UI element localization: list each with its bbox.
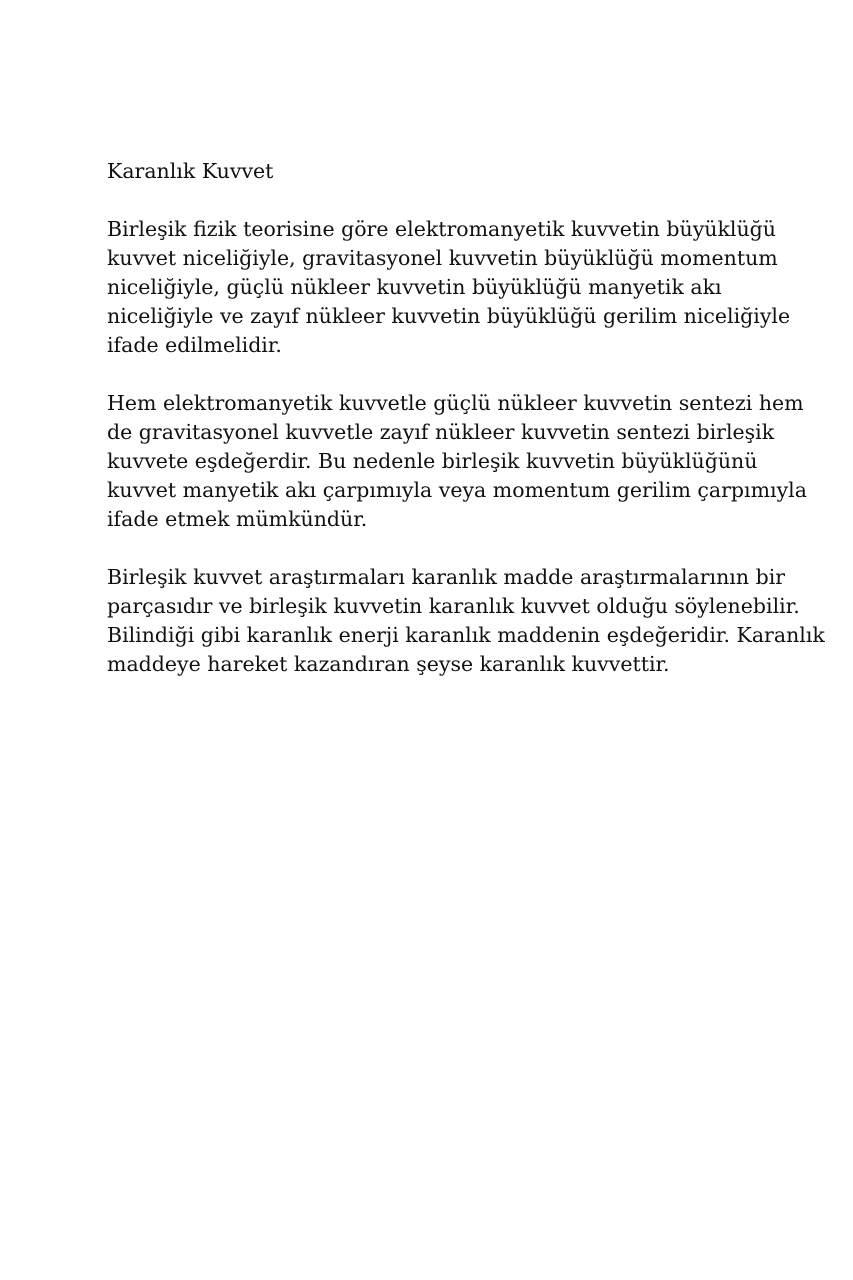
paragraph-1 <box>107 215 807 360</box>
paragraph-line: de gravitasyonel kuvvetle zayıf nükleer kuvvetin sentezi birleşik <box>107 420 775 444</box>
paragraph-line: kuvvet manyetik akı çarpımıyla veya momentum gerilim çarpımıyla <box>107 478 807 502</box>
paragraph-line: Birleşik kuvvet araştırmaları karanlık madde araştırmalarının bir <box>107 565 786 589</box>
paragraph-2 <box>107 389 807 534</box>
paragraph-line: ifade edilmelidir. <box>107 333 282 357</box>
paragraph-3 <box>107 563 825 679</box>
paragraph-line: ifade etmek mümkündür. <box>107 507 368 531</box>
document-title: Karanlık Kuvvet <box>107 159 274 183</box>
paragraph-line: niceliğiyle ve zayıf nükleer kuvvetin büyüklüğü gerilim niceliğiyle <box>107 304 791 328</box>
document-page <box>107 157 825 679</box>
paragraph-line: Birleşik fizik teorisine göre elektromanyetik kuvvetin büyüklüğü <box>107 217 776 241</box>
paragraph-line: maddeye hareket kazandıran şeyse karanlık kuvvettir. <box>107 652 670 676</box>
paragraph-line: Hem elektromanyetik kuvvetle güçlü nükleer kuvvetin sentezi hem <box>107 391 804 415</box>
paragraph-line: parçasıdır ve birleşik kuvvetin karanlık kuvvet olduğu söylenebilir. <box>107 594 800 618</box>
paragraph-line: kuvvete eşdeğerdir. Bu nedenle birleşik kuvvetin büyüklüğünü <box>107 449 758 473</box>
paragraph-line: kuvvet niceliğiyle, gravitasyonel kuvvetin büyüklüğü momentum <box>107 246 778 270</box>
paragraph-line: niceliğiyle, güçlü nükleer kuvvetin büyüklüğü manyetik akı <box>107 275 722 299</box>
paragraph-line: Bilindiği gibi karanlık enerji karanlık maddenin eşdeğeridir. Karanlık <box>107 623 825 647</box>
